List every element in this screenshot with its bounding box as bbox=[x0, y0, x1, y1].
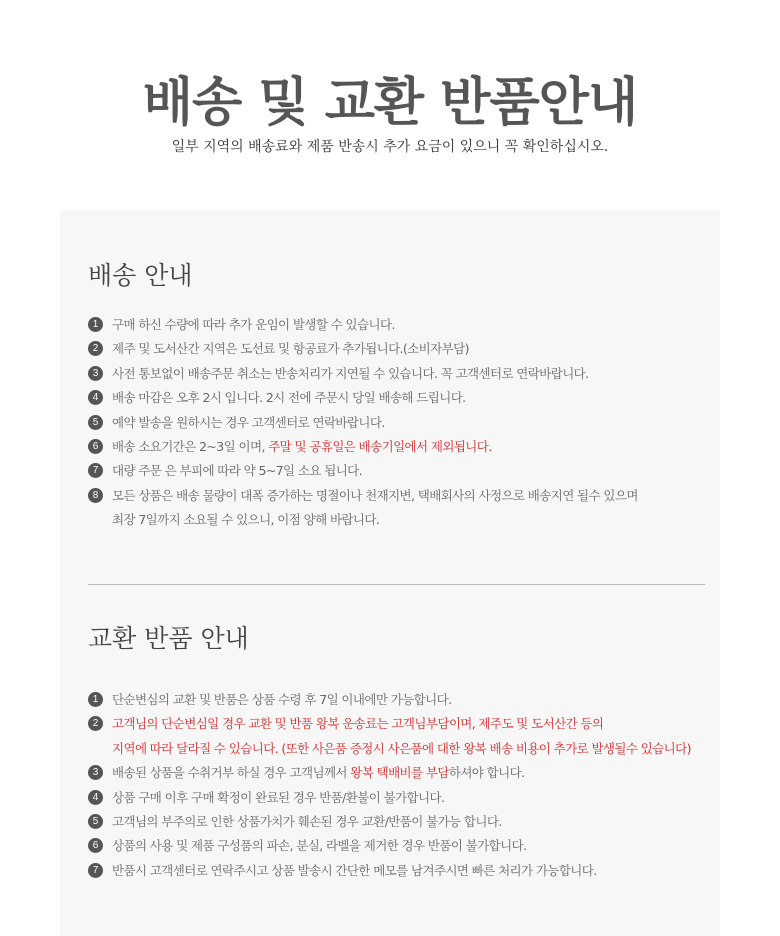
list-item bbox=[88, 386, 713, 410]
item-text-tail: 하셔야 합니다. bbox=[448, 765, 525, 781]
number-badge: 1 bbox=[88, 317, 103, 332]
list-item bbox=[88, 362, 713, 386]
item-text: 구매 하신 수량에 따라 추가 운임이 발생할 수 있습니다. bbox=[112, 317, 395, 332]
list-item bbox=[88, 810, 713, 834]
item-text: 예약 발송을 원하시는 경우 고객센터로 연락바랍니다. bbox=[112, 414, 385, 430]
item-text: 배송 소요기간은 2~3일 이며, bbox=[112, 439, 269, 455]
exchange-list bbox=[88, 688, 713, 883]
exchange-section-title: 교환 반품 안내 bbox=[88, 624, 249, 653]
list-item bbox=[88, 688, 713, 712]
list-item bbox=[88, 411, 713, 435]
number-badge: 2 bbox=[88, 716, 103, 731]
list-item bbox=[88, 337, 713, 361]
number-badge: 4 bbox=[88, 390, 103, 405]
highlight-text: 주말 및 공휴일은 배송기일에서 제외됩니다. bbox=[268, 439, 492, 455]
item-text: 배송 마감은 오후 2시 입니다. 2시 전에 주문시 당일 배송해 드립니다. bbox=[112, 390, 466, 406]
item-text: 사전 통보없이 배송주문 취소는 반송처리가 지연될 수 있습니다. 꼭 고객센터로 연락바랍니다. bbox=[112, 365, 589, 381]
item-text: 고객님의 단순변심일 경우 교환 및 반품 왕복 운송료는 고객님부담이며, 제주도 및 도서산간 등의 bbox=[112, 716, 604, 732]
highlight-text: 왕복 택배비를 부담 bbox=[350, 765, 449, 781]
number-badge: 7 bbox=[88, 863, 103, 878]
list-item bbox=[88, 435, 713, 459]
list-item bbox=[88, 859, 713, 883]
item-text: 고객님의 부주의로 인한 상품가치가 훼손된 경우 교환/반품이 불가능 합니다. bbox=[112, 814, 502, 830]
item-text-continued: 최장 7일까지 소요될 수 있으니, 이점 양해 바랍니다. bbox=[112, 512, 380, 528]
item-text: 상품 구매 이후 구매 확정이 완료된 경우 반품/환불이 불가합니다. bbox=[112, 789, 445, 805]
number-badge: 4 bbox=[88, 790, 103, 805]
item-text: 상품의 사용 및 제품 구성품의 파손, 분실, 라벨을 제거한 경우 반품이 불가합니다. bbox=[112, 838, 527, 854]
number-badge: 2 bbox=[88, 341, 103, 356]
list-item bbox=[88, 834, 713, 858]
list-item bbox=[88, 761, 713, 785]
section-divider bbox=[88, 584, 705, 585]
shipping-section-title: 배송 안내 bbox=[88, 261, 193, 290]
page-subtitle: 일부 지역의 배송료와 제품 반송시 추가 요금이 있으니 꼭 확인하십시오. bbox=[171, 139, 609, 155]
number-badge: 5 bbox=[88, 415, 103, 430]
item-text: 배송된 상품을 수취거부 하실 경우 고객님께서 bbox=[112, 765, 351, 781]
list-item bbox=[88, 313, 713, 337]
page-title: 배송 및 교환 반품안내 bbox=[142, 73, 638, 133]
list-item bbox=[88, 484, 713, 533]
item-text: 대량 주문 은 부피에 따라 약 5~7일 소요 됩니다. bbox=[112, 463, 363, 479]
number-badge: 7 bbox=[88, 463, 103, 478]
shipping-list bbox=[88, 313, 713, 533]
number-badge: 1 bbox=[88, 692, 103, 707]
list-item bbox=[88, 712, 713, 761]
number-badge: 3 bbox=[88, 765, 103, 780]
number-badge: 3 bbox=[88, 366, 103, 381]
number-badge: 6 bbox=[88, 439, 103, 454]
info-panel bbox=[60, 210, 720, 936]
item-text: 반품시 고객센터로 연락주시고 상품 발송시 간단한 메모를 남겨주시면 빠른 처리가 가능합니다. bbox=[112, 862, 597, 878]
number-badge: 5 bbox=[88, 814, 103, 829]
number-badge: 6 bbox=[88, 838, 103, 853]
item-text: 단순변심의 교환 및 반품은 상품 수령 후 7일 이내에만 가능합니다. bbox=[112, 692, 452, 707]
item-text-continued: 지역에 따라 달라질 수 있습니다. (또한 사은품 증정시 사은품에 대한 왕복 배송 비용이 추가로 발생될수 있습니다) bbox=[112, 740, 691, 756]
list-item bbox=[88, 459, 713, 483]
number-badge: 8 bbox=[88, 488, 103, 503]
item-text: 모든 상품은 배송 물량이 대폭 증가하는 명절이나 천재지변, 택배회사의 사정으로 배송지연 될수 있으며 bbox=[112, 487, 638, 503]
list-item bbox=[88, 786, 713, 810]
item-text: 제주 및 도서산간 지역은 도선료 및 항공료가 추가됩니다.(소비자부담) bbox=[112, 341, 469, 357]
